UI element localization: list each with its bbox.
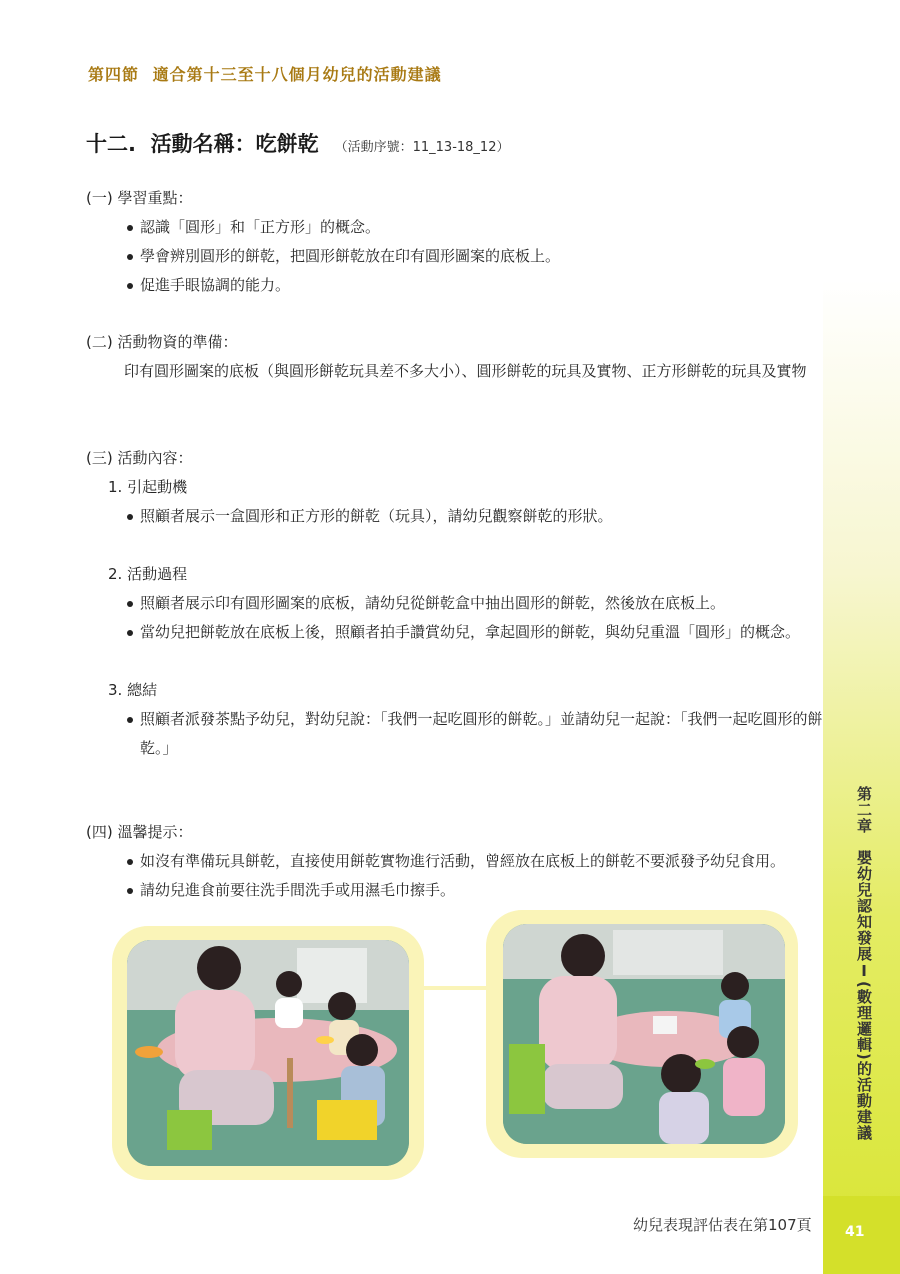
step-list — [86, 705, 826, 763]
step-title: 1. 引起動機 — [108, 478, 188, 496]
tips-list — [86, 847, 826, 905]
content-section — [86, 444, 826, 763]
materials-section — [86, 328, 819, 386]
section-header — [88, 62, 442, 85]
tips-heading: (四) 溫馨提示： — [86, 823, 193, 841]
evaluation-reference: 幼兒表現評估表在第107頁 — [633, 1216, 812, 1234]
content-heading: (三) 活動內容： — [86, 449, 193, 467]
list-item: 學會辨別圓形的餅乾，把圓形餅乾放在印有圓形圖案的底板上。 — [126, 242, 826, 271]
step-list — [86, 502, 826, 531]
materials-text: 印有圓形圖案的底板（與圓形餅乾玩具差不多大小）、圓形餅乾的玩具及實物、正方形餅乾的玩具及實物 — [124, 362, 807, 380]
activity-name: 十二. 活動名稱：吃餅乾 — [86, 132, 319, 156]
list-item: 促進手眼協調的能力。 — [126, 271, 826, 300]
step-title: 3. 總結 — [108, 681, 158, 699]
list-item: 當幼兒把餅乾放在底板上後，照顧者拍手讚賞幼兒，拿起圓形的餅乾，與幼兒重溫「圓形」的概念。 — [126, 618, 826, 647]
list-item: 請幼兒進食前要往洗手間洗手或用濕毛巾擦手。 — [126, 876, 826, 905]
list-item: 認識「圓形」和「正方形」的概念。 — [126, 213, 826, 242]
photo-scene-right-icon — [503, 924, 785, 1144]
step-list — [86, 589, 826, 647]
activity-title — [86, 128, 509, 158]
page-number: 41 — [845, 1224, 865, 1240]
list-item: 照顧者派發茶點予幼兒，對幼兒說：「我們一起吃圓形的餅乾。」並請幼兒一起說：「我們一起吃圓形的餅乾。」 — [126, 705, 826, 763]
photo-scene-left-icon — [127, 940, 409, 1166]
photo-connector — [422, 986, 488, 990]
list-item: 照顧者展示一盒圓形和正方形的餅乾（玩具），請幼兒觀察餅乾的形狀。 — [126, 502, 826, 531]
learning-focus-list — [86, 213, 826, 300]
step-title: 2. 活動過程 — [108, 565, 188, 583]
section-number: 第四節 — [88, 65, 140, 84]
list-item: 照顧者展示印有圓形圖案的底板，請幼兒從餅乾盒中抽出圓形的餅乾，然後放在底板上。 — [126, 589, 826, 618]
activity-serial: （活動序號：11_13-18_12） — [334, 140, 510, 155]
tips-section — [86, 818, 826, 905]
learning-focus-section — [86, 184, 826, 300]
materials-heading: (二) 活動物資的準備： — [86, 333, 238, 351]
list-item: 如沒有準備玩具餅乾，直接使用餅乾實物進行活動，曾經放在底板上的餅乾不要派發予幼兒食用。 — [126, 847, 826, 876]
chapter-label: 第二章 嬰幼兒認知發展Ⅰ(數理邏輯)的活動建議 — [855, 786, 873, 1141]
activity-photo-left — [127, 940, 409, 1166]
learning-focus-heading: (一) 學習重點： — [86, 189, 193, 207]
activity-photo-right — [503, 924, 785, 1144]
section-title: 適合第十三至十八個月幼兒的活動建議 — [152, 65, 442, 84]
